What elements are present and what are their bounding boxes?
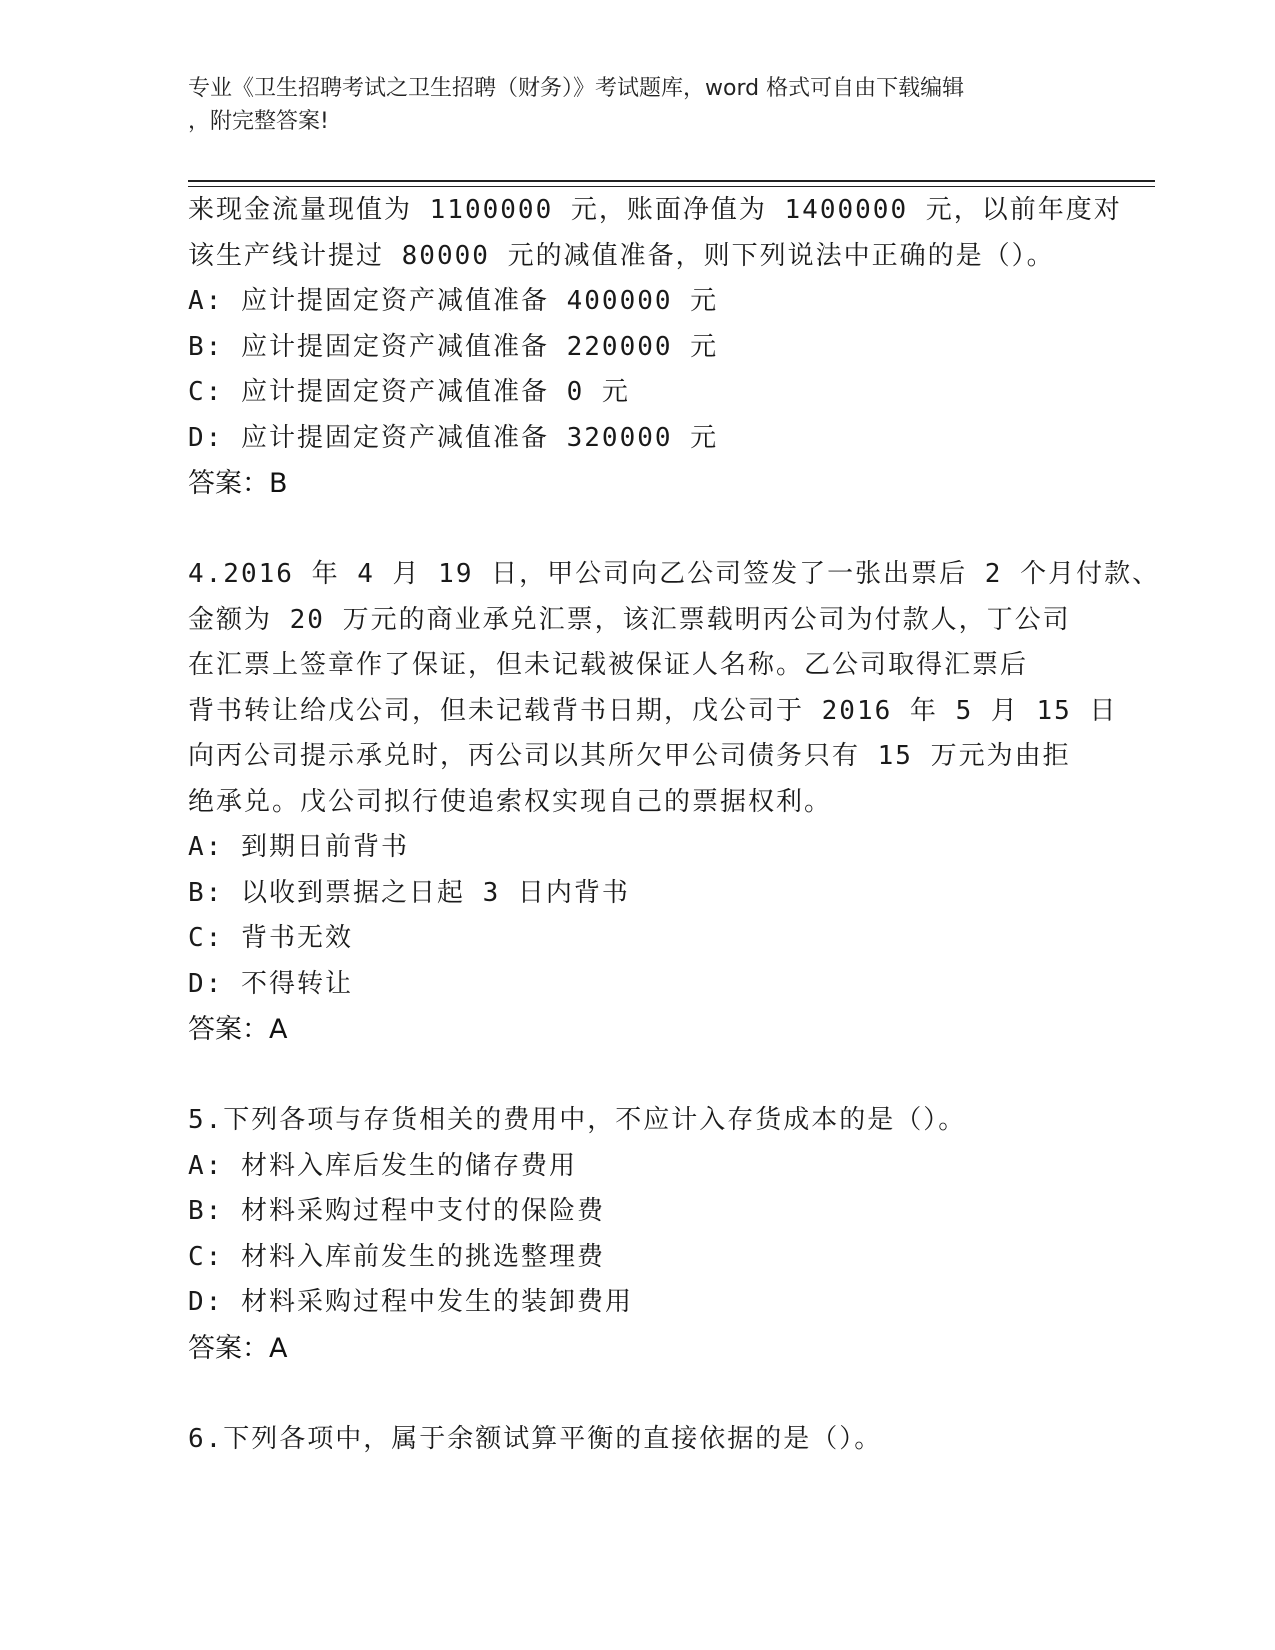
question-stem-line: 来现金流量现值为 1100000 元，账面净值为 1400000 元，以前年度对 [188, 195, 1122, 225]
option-b: B: 材料采购过程中支付的保险费 [188, 1196, 605, 1226]
option-b: B: 应计提固定资产减值准备 220000 元 [188, 331, 719, 362]
spacer [188, 507, 1088, 553]
option-d: D: 不得转让 [188, 968, 353, 999]
spacer [188, 1053, 1088, 1099]
document-header [188, 72, 1088, 138]
option-a: A: 到期日前背书 [188, 832, 409, 862]
question-5 [188, 1098, 1088, 1371]
question-stem-line: 5.下列各项与存货相关的费用中，不应计入存货成本的是（）。 [188, 1105, 967, 1135]
question-stem-line: 绝承兑。戊公司拟行使追索权实现自己的票据权利。 [188, 786, 833, 817]
question-stem-line: 6.下列各项中，属于余额试算平衡的直接依据的是（）。 [188, 1423, 883, 1454]
option-b: B: 以收到票据之日起 3 日内背书 [188, 877, 630, 908]
answer-line: 答案：B [188, 468, 288, 499]
header-line: 专业《卫生招聘考试之卫生招聘（财务）》考试题库，word 格式可自由下载编辑 [188, 76, 965, 101]
question-stem-line: 金额为 20 万元的商业承兑汇票，该汇票载明丙公司为付款人，丁公司 [188, 604, 1071, 635]
question-stem-line: 该生产线计提过 80000 元的减值准备，则下列说法中正确的是（）。 [188, 240, 1055, 271]
option-c: C: 背书无效 [188, 923, 353, 953]
header-line: ，附完整答案! [188, 109, 329, 134]
header-divider-thick [188, 180, 1155, 182]
header-divider-thin [188, 186, 1155, 187]
question-stem-line: 背书转让给戊公司，但未记载背书日期，戊公司于 2016 年 5 月 15 日 [188, 695, 1118, 726]
document-body [188, 188, 1161, 1462]
option-a: A: 应计提固定资产减值准备 400000 元 [188, 286, 719, 316]
question-stem-line: 4.2016 年 4 月 19 日，甲公司向乙公司签发了一张出票后 2 个月付款、 [188, 559, 1161, 589]
answer-line: 答案：A [188, 1332, 288, 1364]
option-c: C: 应计提固定资产减值准备 0 元 [188, 377, 630, 407]
question-6 [188, 1417, 1088, 1463]
answer-line: 答案：A [188, 1014, 288, 1045]
question-4 [188, 552, 1161, 1053]
question-stem-line: 向丙公司提示承兑时，丙公司以其所欠甲公司债务只有 15 万元为由拒 [188, 741, 1071, 771]
spacer [188, 1371, 1088, 1417]
option-d: D: 材料采购过程中发生的装卸费用 [188, 1287, 633, 1317]
option-d: D: 应计提固定资产减值准备 320000 元 [188, 422, 719, 453]
question-3 [188, 188, 1122, 507]
option-c: C: 材料入库前发生的挑选整理费 [188, 1241, 605, 1272]
option-a: A: 材料入库后发生的储存费用 [188, 1150, 577, 1181]
question-stem-line: 在汇票上签章作了保证，但未记载被保证人名称。乙公司取得汇票后 [188, 650, 1029, 680]
